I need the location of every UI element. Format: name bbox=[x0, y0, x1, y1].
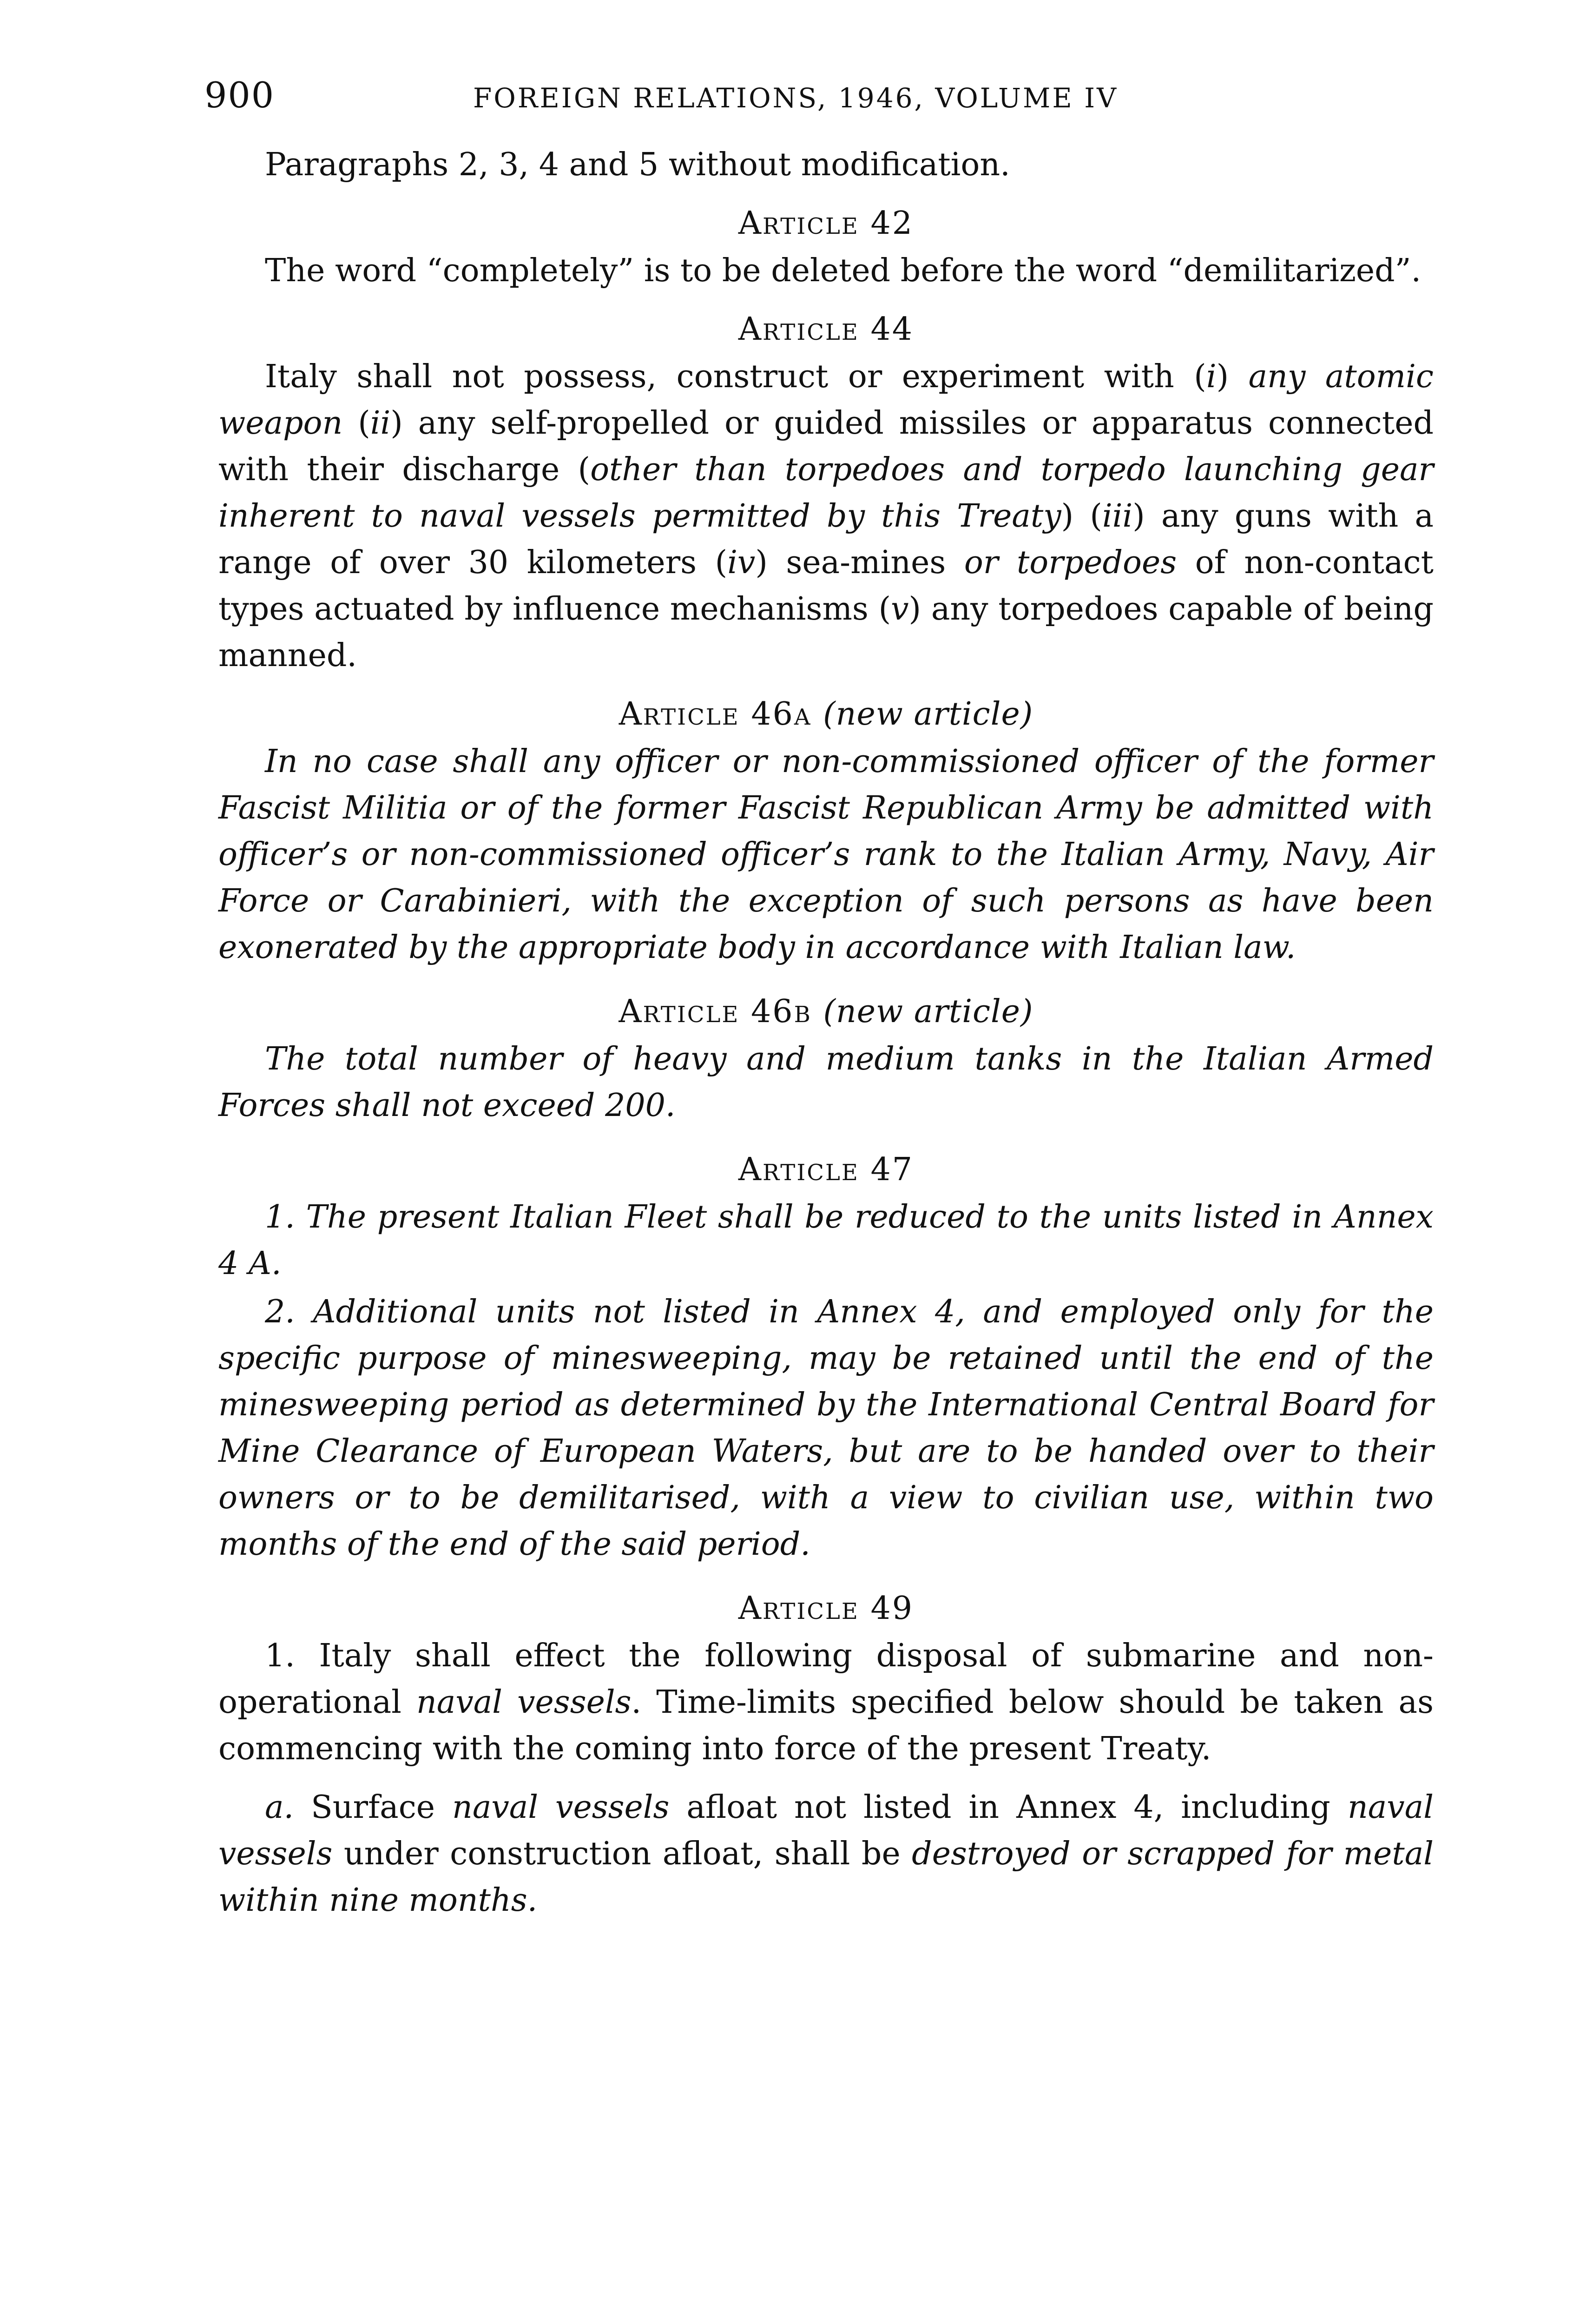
page-number: 900 bbox=[204, 74, 275, 116]
paragraph-intro: Paragraphs 2, 3, 4 and 5 without modification. bbox=[265, 146, 1010, 183]
article-42-heading: Article 42 bbox=[738, 205, 914, 242]
page-header bbox=[204, 70, 1431, 121]
article-47-heading: Article 47 bbox=[738, 1151, 914, 1188]
article-49-heading: Article 49 bbox=[738, 1590, 914, 1627]
running-title: FOREIGN RELATIONS, 1946, VOLUME IV bbox=[473, 82, 1118, 114]
article-42-text: The word “completely” is to be deleted before the word “demilitarized”. bbox=[265, 252, 1421, 289]
article-49-subparagraph-a: a. Surface naval vessels afloat not listed in Annex 4, including naval vessels under construction afloat, shall be destroyed or scrapped for metal within nine months. bbox=[218, 1789, 1434, 1919]
document-body bbox=[218, 142, 1434, 1926]
article-47-paragraph-2: 2. Additional units not listed in Annex 4, and employed only for the specific purpose of minesweeping, may be retained until the end of the minesweeping period as determined by the International Central Board for Mine Clearance of European Waters, but are to be handed over to their owners or to be demilitarised, with a view to civilian use, within two months of the end of the said period. bbox=[218, 1294, 1434, 1563]
article-46a-subheading: (new article) bbox=[823, 696, 1033, 733]
article-47-paragraph-1: 1. The present Italian Fleet shall be reduced to the units listed in Annex 4 A. bbox=[218, 1199, 1434, 1282]
article-46b-heading: Article 46b (new article) bbox=[619, 993, 1033, 1030]
article-46a-heading: Article 46a (new article) bbox=[619, 696, 1033, 733]
article-49-paragraph-1: 1. Italy shall effect the following disposal of submarine and non-operational naval vessels. Time-limits specified below should be taken as commencing with the coming into force of the present Treaty. bbox=[218, 1637, 1434, 1767]
article-46b-text: The total number of heavy and medium tanks in the Italian Armed Forces shall not exceed 200. bbox=[218, 1041, 1434, 1124]
article-46a-text: In no case shall any officer or non-commissioned officer of the former Fascist Militia or of the former Fascist Republican Army be admitted with officer’s or non-commissioned officer’s rank to the Italian Army, Navy, Air Force or Carabinieri, with the exception of such persons as have been exonerated by the appropriate body in accordance with Italian law. bbox=[218, 743, 1434, 966]
article-46b-subheading: (new article) bbox=[823, 993, 1033, 1030]
article-44-text: Italy shall not possess, construct or experiment with (i) any atomic weapon (ii) any self-propelled or guided missiles or apparatus connected with their discharge (other than torpedoes and torpedo launching gear inherent to naval vessels permitted by this Treaty) (iii) any guns with a range of over 30 kilometers (iv) sea-mines or torpedoes of non-contact types actuated by influence mechanisms (v) any torpedoes capable of being manned. bbox=[218, 358, 1434, 674]
article-44-heading: Article 44 bbox=[738, 311, 914, 348]
